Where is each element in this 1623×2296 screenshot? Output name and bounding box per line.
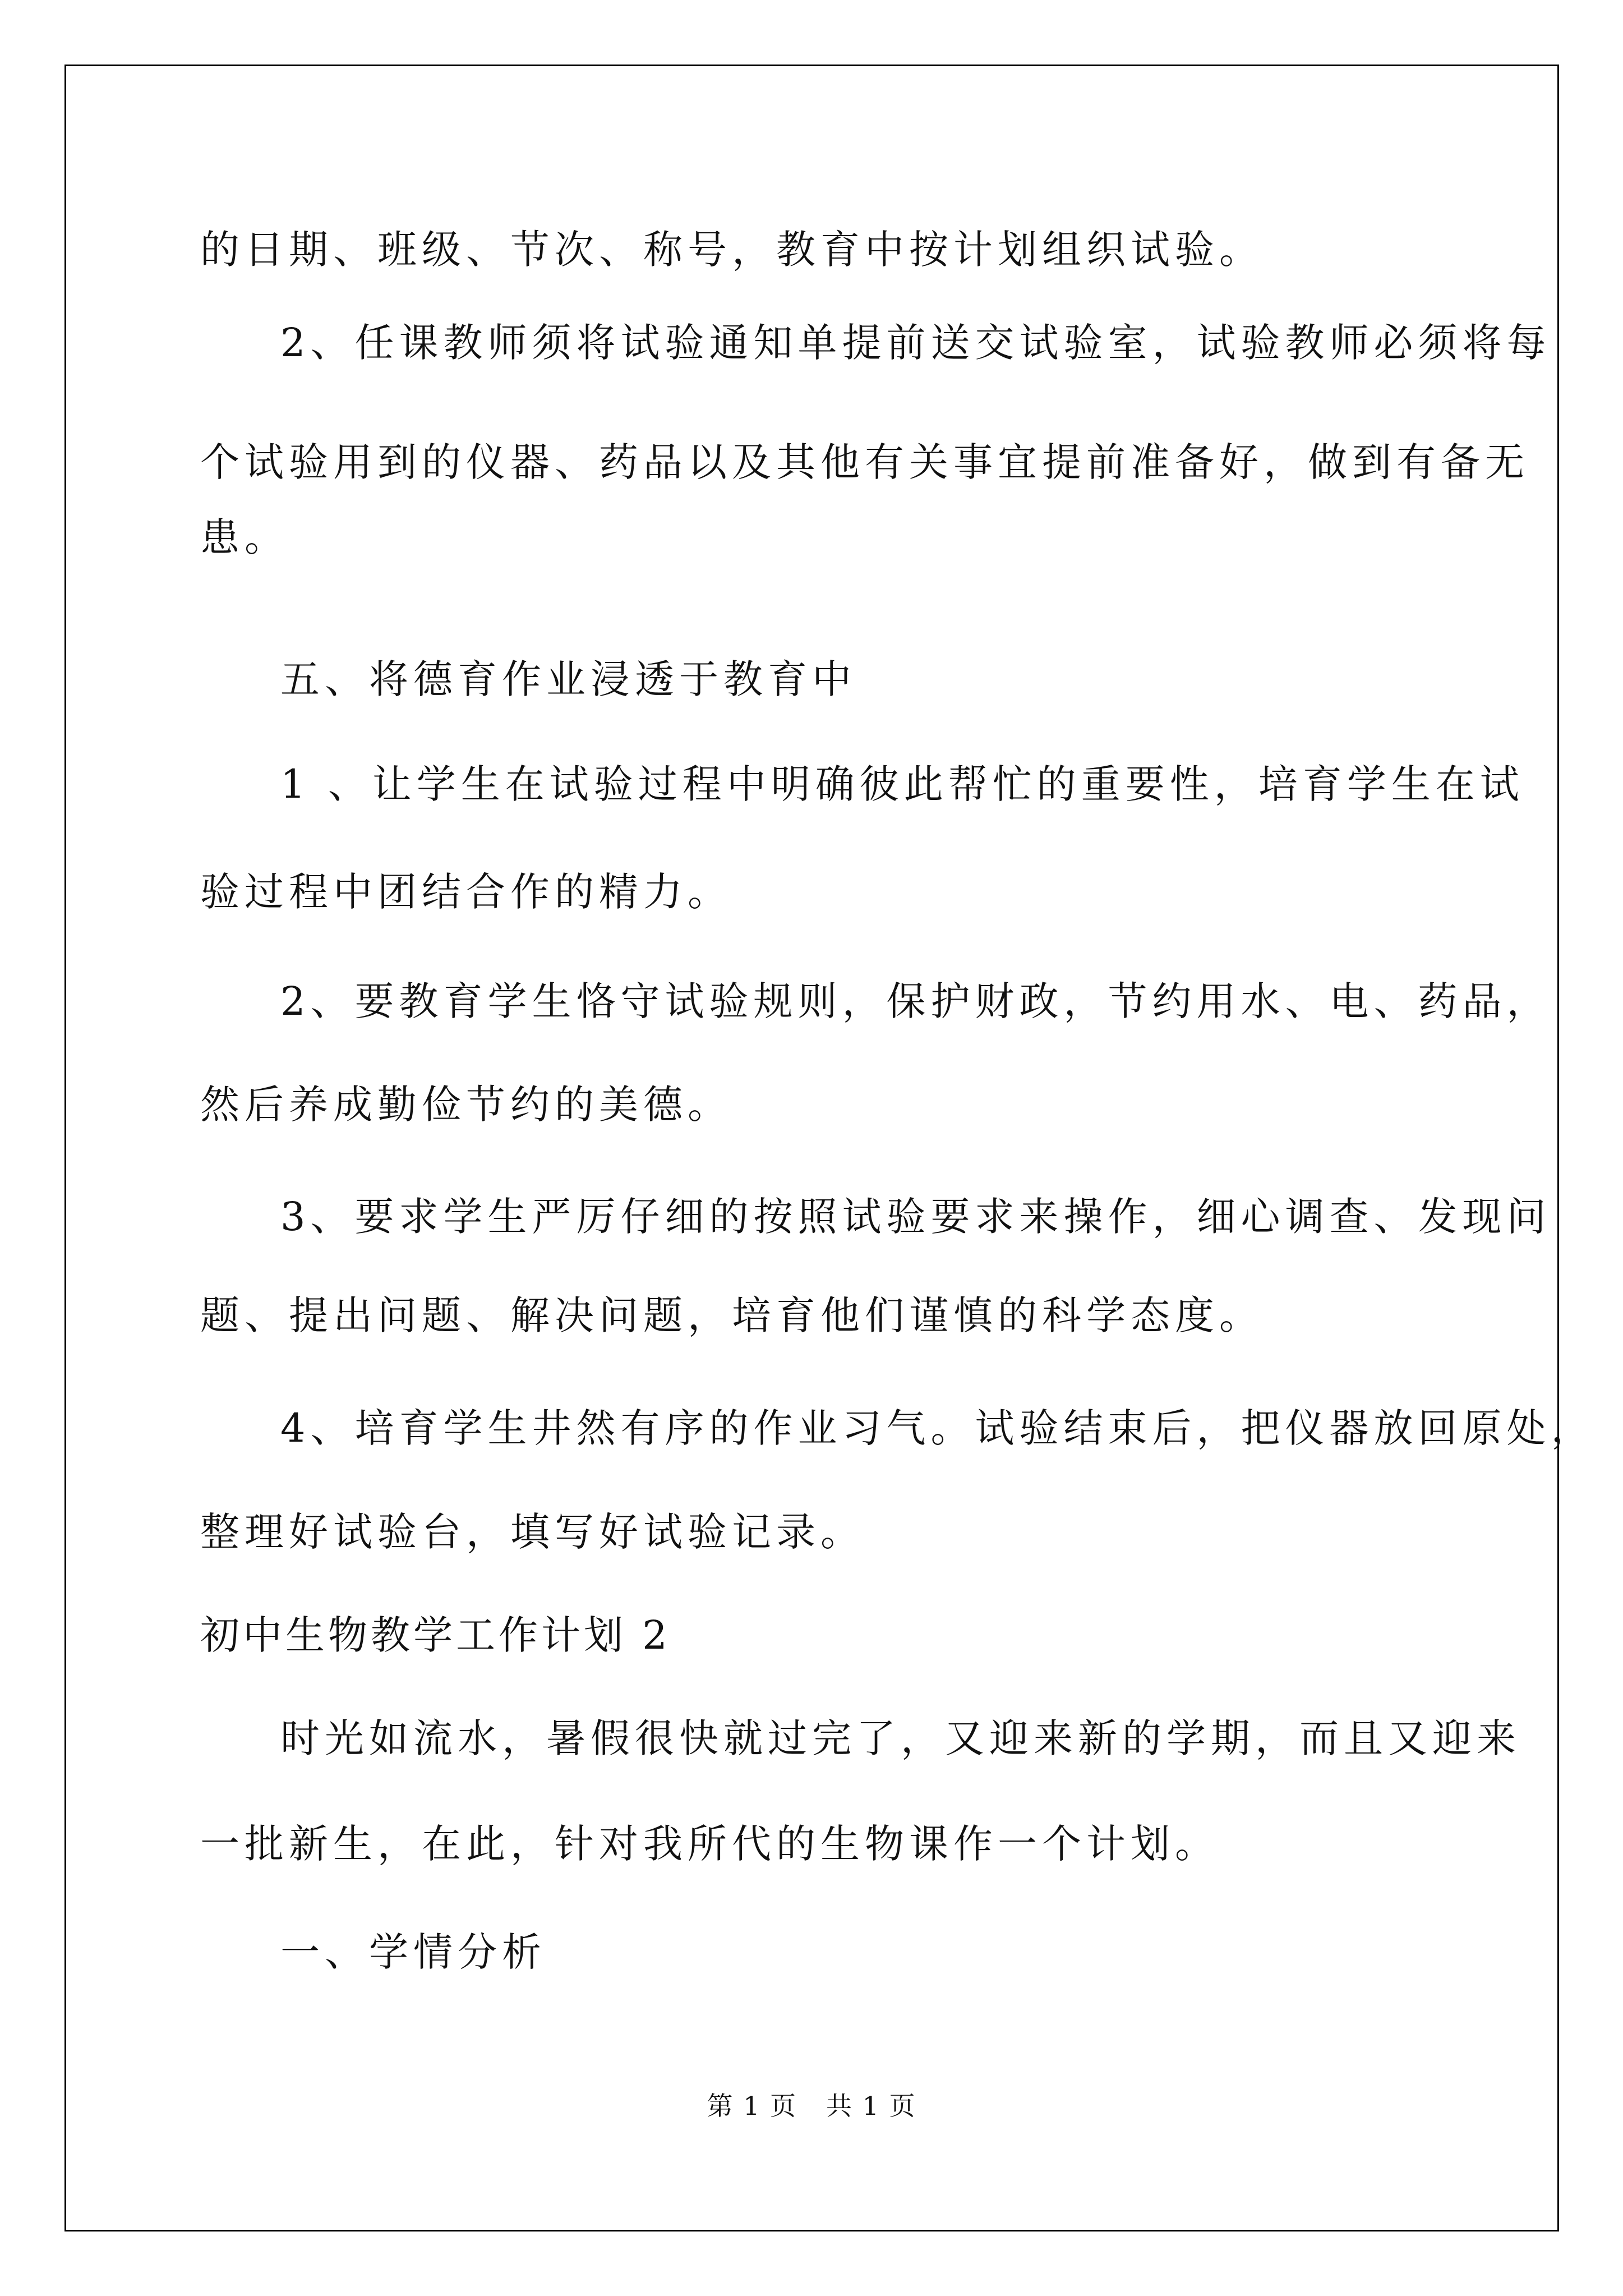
paragraph-line: 2、要教育学生恪守试验规则，保护财政，节约用水、电、药品， bbox=[280, 978, 1551, 1024]
paragraph-line: 3、要求学生严厉仔细的按照试验要求来操作，细心调查、发现问 bbox=[280, 1194, 1551, 1240]
paragraph-line: 个试验用到的仪器、药品以及其他有关事宜提前准备好，做到有备无 bbox=[200, 439, 1529, 485]
section-heading: 五、将德育作业浸透于教育中 bbox=[280, 656, 856, 702]
page-border bbox=[64, 65, 1596, 2231]
paragraph-line: 题、提出问题、解决问题，培育他们谨慎的科学态度。 bbox=[200, 1292, 1264, 1338]
paragraph-line: 然后养成勤俭节约的美德。 bbox=[200, 1082, 732, 1128]
paragraph-line: 4、培育学生井然有序的作业习气。试验结束后，把仪器放回原处， bbox=[280, 1405, 1596, 1451]
paragraph-line: 一批新生，在此，针对我所代的生物课作一个计划。 bbox=[200, 1821, 1219, 1867]
section-heading: 一、学情分析 bbox=[280, 1929, 546, 1975]
paragraph-line: 2、任课教师须将试验通知单提前送交试验室，试验教师必须将每 bbox=[280, 320, 1551, 366]
page-total: 共 1 页 bbox=[826, 2091, 916, 2121]
paragraph-line: 1 、让学生在试验过程中明确彼此帮忙的重要性，培育学生在试 bbox=[280, 761, 1524, 807]
paragraph-line: 患。 bbox=[200, 514, 289, 560]
page-footer bbox=[0, 2089, 1623, 2123]
paragraph-line: 验过程中团结合作的精力。 bbox=[200, 869, 732, 915]
paragraph-line: 整理好试验台，填写好试验记录。 bbox=[200, 1509, 865, 1555]
document-title: 初中生物教学工作计划 2 bbox=[200, 1612, 671, 1658]
paragraph-line: 的日期、班级、节次、称号，教育中按计划组织试验。 bbox=[200, 227, 1264, 273]
page-number: 第 1 页 bbox=[707, 2091, 797, 2121]
paragraph-line: 时光如流水，暑假很快就过完了，又迎来新的学期，而且又迎来 bbox=[280, 1715, 1521, 1761]
